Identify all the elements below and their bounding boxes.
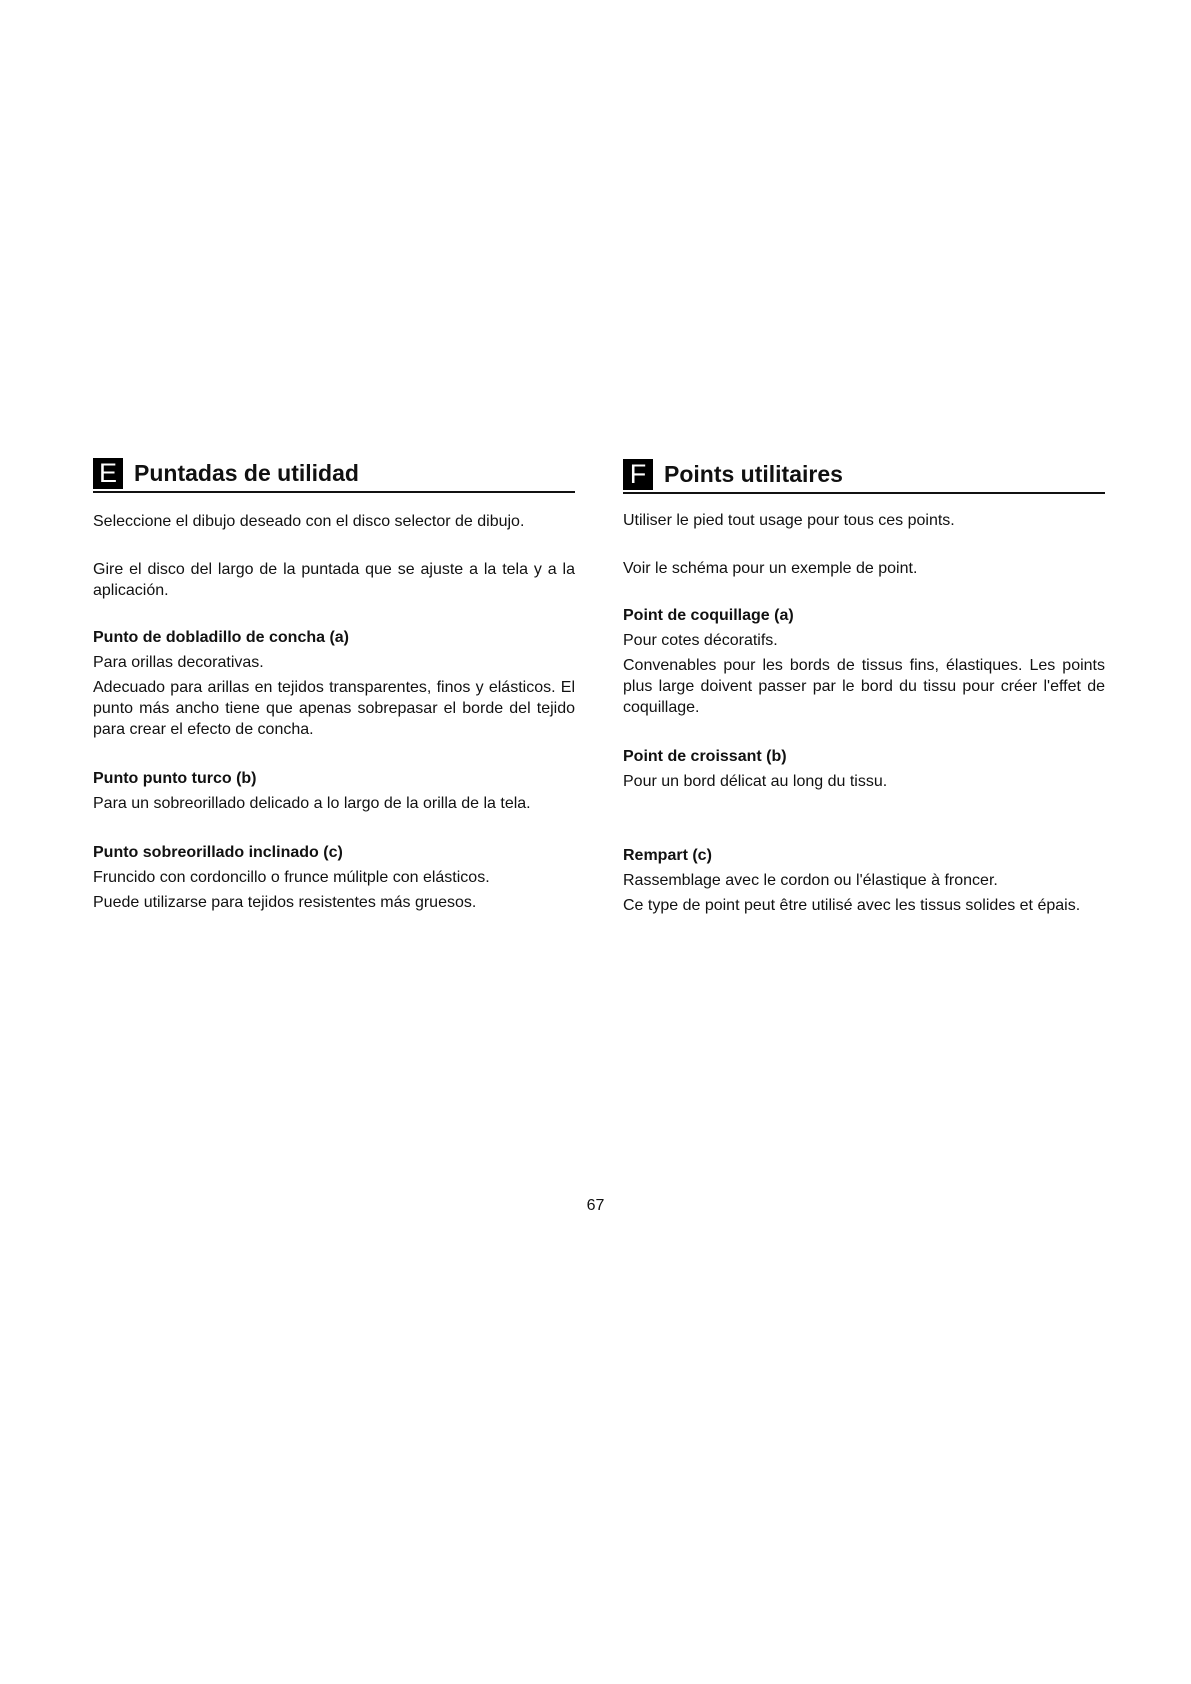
spanish-heading-slanted-overlock: Punto sobreorillado inclinado (c) <box>93 844 343 861</box>
french-rampart-line-1: Rassemblage avec le cordon ou l'élastique à froncer. <box>623 872 998 889</box>
spanish-slanted-overlock-line-1: Fruncido con cordoncillo o frunce múlitple con elásticos. <box>93 869 490 886</box>
spanish-turkish-stitch-line-1: Para un sobreorillado delicado a lo largo de la orilla de la tela. <box>93 795 531 812</box>
spanish-shell-hem-line-1: Para orillas decorativas. <box>93 654 264 671</box>
french-heading-rampart: Rempart (c) <box>623 847 712 864</box>
spanish-column <box>93 457 575 913</box>
french-heading-crescent: Point de croissant (b) <box>623 748 787 765</box>
french-shell-line-1: Pour cotes décoratifs. <box>623 632 778 649</box>
french-section-title: Points utilitaires <box>664 461 843 487</box>
french-rampart-line-2: Ce type de point peut être utilisé avec les tissus solides et épais. <box>623 897 1081 914</box>
french-crescent-line-1: Pour un bord délicat au long du tissu. <box>623 773 888 790</box>
french-intro-1: Utiliser le pied tout usage pour tous ces points. <box>623 512 955 529</box>
spanish-intro-1: Seleccione el dibujo deseado con el disco selector de dibujo. <box>93 513 525 530</box>
spanish-slanted-overlock-line-2: Puede utilizarse para tejidos resistentes más gruesos. <box>93 894 477 911</box>
spanish-heading-turkish-stitch: Punto punto turco (b) <box>93 770 257 787</box>
french-heading-shell: Point de coquillage (a) <box>623 607 794 624</box>
french-intro-2: Voir le schéma pour un exemple de point. <box>623 560 918 577</box>
french-section-header <box>623 458 1105 494</box>
language-badge-f: F <box>623 459 653 490</box>
spanish-shell-hem-line-2: Adecuado para arillas en tejidos transparentes, finos y elásticos. El punto más ancho tiene que apenas sobrepasar el borde del tejido para crear el efecto de concha. <box>93 679 575 738</box>
spanish-section-header <box>93 457 575 493</box>
page-number: 67 <box>586 1197 605 1214</box>
spanish-heading-shell-hem: Punto de dobladillo de concha (a) <box>93 629 350 646</box>
spanish-section-title: Puntadas de utilidad <box>134 460 359 486</box>
french-shell-line-2: Convenables pour les bords de tissus fins, élastiques. Les points plus large doivent passer par le bord du tissu pour créer l'effet de coquillage. <box>623 657 1105 716</box>
french-column <box>623 457 1105 916</box>
spanish-intro-2: Gire el disco del largo de la puntada que se ajuste a la tela y a la aplicación. <box>93 561 575 599</box>
language-badge-e: E <box>93 458 123 489</box>
